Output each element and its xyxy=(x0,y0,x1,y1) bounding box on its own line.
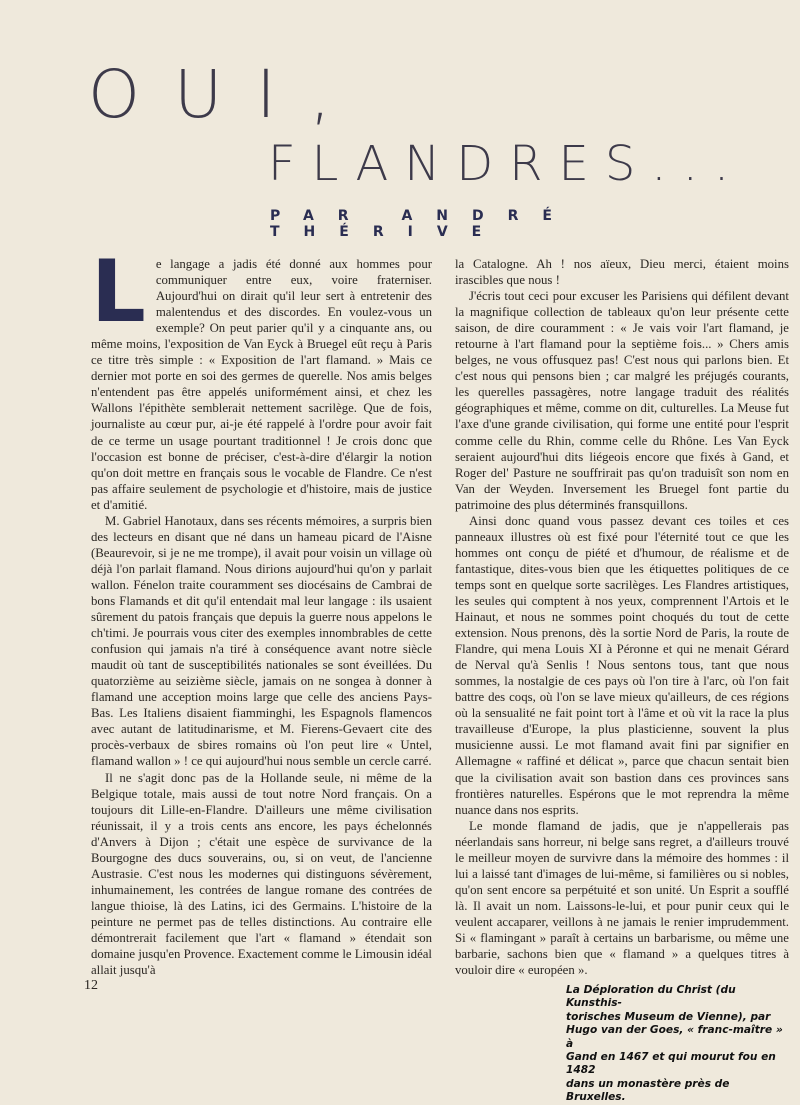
paragraph: Il ne s'agit donc pas de la Hollande seule, ni même de la Belgique totale, mais aussi de tout notre Nord français. On a toujours dit Lille-en-Flandre. D'ailleurs une même civilisation réunissait, il y a trois cents ans encore, les pays échelonnés d'Anvers à Dijon ; c'était une espèce de survivance de la Bourgogne des ducs souverains, ou, si on veut, de l'ancienne Austrasie. C'est nous les modernes qui distinguons sévèrement, inhumainement, les contrées de langue romane des contrées de langue thioise, là des Latins, ici des Germains. L'histoire de la peinture ne permet pas de telles distinctions. Au contraire elle démontrerait facilement que l'art « flamand » étendait son domaine jusqu'en Provence. Exactement comme le Limousin idéal allait jusqu'à xyxy=(91,770,432,978)
caption-line: Hugo van der Goes, « franc-maître » à xyxy=(566,1024,783,1050)
article-title-line1: OUI, xyxy=(88,56,365,133)
caption-line: Gand en 1467 et qui mourut fou en 1482 xyxy=(566,1051,776,1077)
caption-line: torisches Museum de Vienne), par xyxy=(566,1010,771,1023)
article-byline: PAR ANDRÉ THÉRIVE xyxy=(270,208,576,240)
text-column-right xyxy=(455,256,789,978)
drop-cap: L xyxy=(91,242,146,342)
paragraph: e langage a jadis été donné aux hommes pour communiquer entre eux, voire fraterniser. Aujourd'hui on dirait qu'il leur sert à entretenir des malentendus et des discordes. En voulez-vous un exemple? On peut parier qu'il y a cinquante ans, ou même moins, l'exposition de Van Eyck à Bruegel eût reçu à Paris ce titre très simple : « Exposition de l'art flamand. » Mais ce dernier mot porte en soi des germes de querelle. Nos amis belges n'entendent pas être appelés uniformément ainsi, et chez les Wallons l'épithète semblerait nettement sacrilège. Que de fois, journaliste au cœur pur, ai-je été rappelé à l'ordre pour avoir fait de ce terme un usage pourtant traditionnel ! Je crois donc que l'occasion est bonne de préciser, c'est-à-dire d'élargir la notion qu'on doit mettre en français sous le vocable de Flandre. Ce n'est pas affaire seulement de psychologie et d'histoire, mais de justice et d'amitié. xyxy=(91,257,432,512)
caption-line: dans un monastère près de Bruxelles. xyxy=(566,1077,730,1104)
text-column-left xyxy=(91,242,432,978)
paragraph: J'écris tout ceci pour excuser les Parisiens qui défilent devant la magnifique collection de tableaux qu'on leur présente cette saison, de dire couramment : « Je vais voir l'art flamand, je retourne à l'art flamand pour la septième fois... » Chers amis belges, ne vous offusquez pas! C'est nous qui parlons bien. Et c'est nous qui pensons bien ; car malgré les préjugés courants, les querelles passagères, notre langage traduit des réalités géographiques et même, comme on dit, culturelles. La Meuse fut l'axe d'une grande civilisation, qui forme une entité pour l'esprit comme celle du Rhin, comme celle du Rhône. Les Van Eyck seraient aujourd'hui dits liégeois encore que fixés à Gand, et Roger del' Pasture ne souffrirait pas qu'on traduisît son nom en Van der Weyden. Inversement les Bruegel font partie du patrimoine des plus déterminés fransquillons. xyxy=(455,289,789,512)
paragraph: Ainsi donc quand vous passez devant ces toiles et ces panneaux illustres où est fixé pour l'éternité tout ce que les hommes ont conçu de piété et d'humour, de réalisme et de fantastique, dites-vous bien que les étiquettes politiques de ce temps sont en quelque sorte sacrilèges. Les Flandres artistiques, les seules qui comptent à nos yeux, comprennent l'Artois et le Hainaut, et nous ne sommes point choqués du tout de cette extension. Nous prenons, dès la sortie Nord de Paris, la route de Flandre, qui mena Louis XI à Péronne et qui ne menait Gérard de Nerval qu'à Senlis ! Nous sentons tous, tant que nous sommes, la nostalgie de ces pays où l'on tire à l'arc, où l'on fait battre des coqs, où l'on se lave mieux qu'ailleurs, de ces régions où la sensualité ne fait point tort à l'âme et où vit la race la plus travailleuse d'Europe, la plus plasticienne, souvent la plus musicienne aussi. Le mot flamand avait fini par signifier en Allemagne « raffiné et délicat », parce que chacun sentait bien que la civilisation avait son bastion dans ces provinces sans frontières naturelles. Espérons que le mot reprendra la même nuance dans nos esprits. xyxy=(455,513,789,817)
paragraph: M. Gabriel Hanotaux, dans ses récents mémoires, a surpris bien des lecteurs en disant que né dans un hameau picard de l'Aisne (Beaurevoir, si je ne me trompe), il avait pour voisin un village où déjà l'on parlait flamand. Nous dirions aujourd'hui qu'on y parlait wallon. Fénelon traite couramment ses diocésains de Cambrai de bons Flamands et dit qu'il entendait mal leur langage : ils usaient sûrement du patois français que depuis la guerre nous appelons le ch'timi. Je pourrais vous citer des exemples innombrables de cette confusion qui jamais n'a tiré à conséquence avant notre siècle maudit où tant de susceptibilités nationales se sont éveillées. Du quatorzième au seizième siècle, jamais on ne songea à donner à flamand une acception moins large que celle des anciens Pays-Bas. Les Italiens disaient fiamminghi, les Espagnols flamencos avec autant de latitudinarisme, et M. Fierens-Gevaert cite des procès-verbaux de sbires romains où l'on peut lire « Untel, flamand wallon » ! ce qui aujourd'hui nous semble un cercle carré. xyxy=(91,513,432,769)
paragraph: la Catalogne. Ah ! nos aïeux, Dieu merci, étaient moins irascibles que nous ! xyxy=(455,257,789,288)
image-caption xyxy=(566,984,792,1105)
paragraph: Le monde flamand de jadis, que je n'appellerais pas néerlandais sans horreur, ni belge sans regret, a d'ailleurs trouvé le meilleur moyen de survivre dans la mémoire des hommes : il lui a laissé tant d'images de lui-même, si familières ou si nobles, qu'on sent encore sa perpétuité et son unité. Un Esprit a soufflé là. Il avait un nom. Laissons-le-lui, et pour punir ceux qui le veulent accaparer, veillons à ne jamais le renier imprudemment. Si « flamingant » paraît à certains un barbarisme, ou même une barbarie, sachons bien que « flamand » a quelques titres à vouloir dire « européen ». xyxy=(455,818,789,978)
article-title-line2: FLANDRES... xyxy=(268,136,746,192)
page-number: 12 xyxy=(84,978,98,993)
caption-line: La Déploration du Christ (du Kunsthis- xyxy=(566,984,736,1010)
